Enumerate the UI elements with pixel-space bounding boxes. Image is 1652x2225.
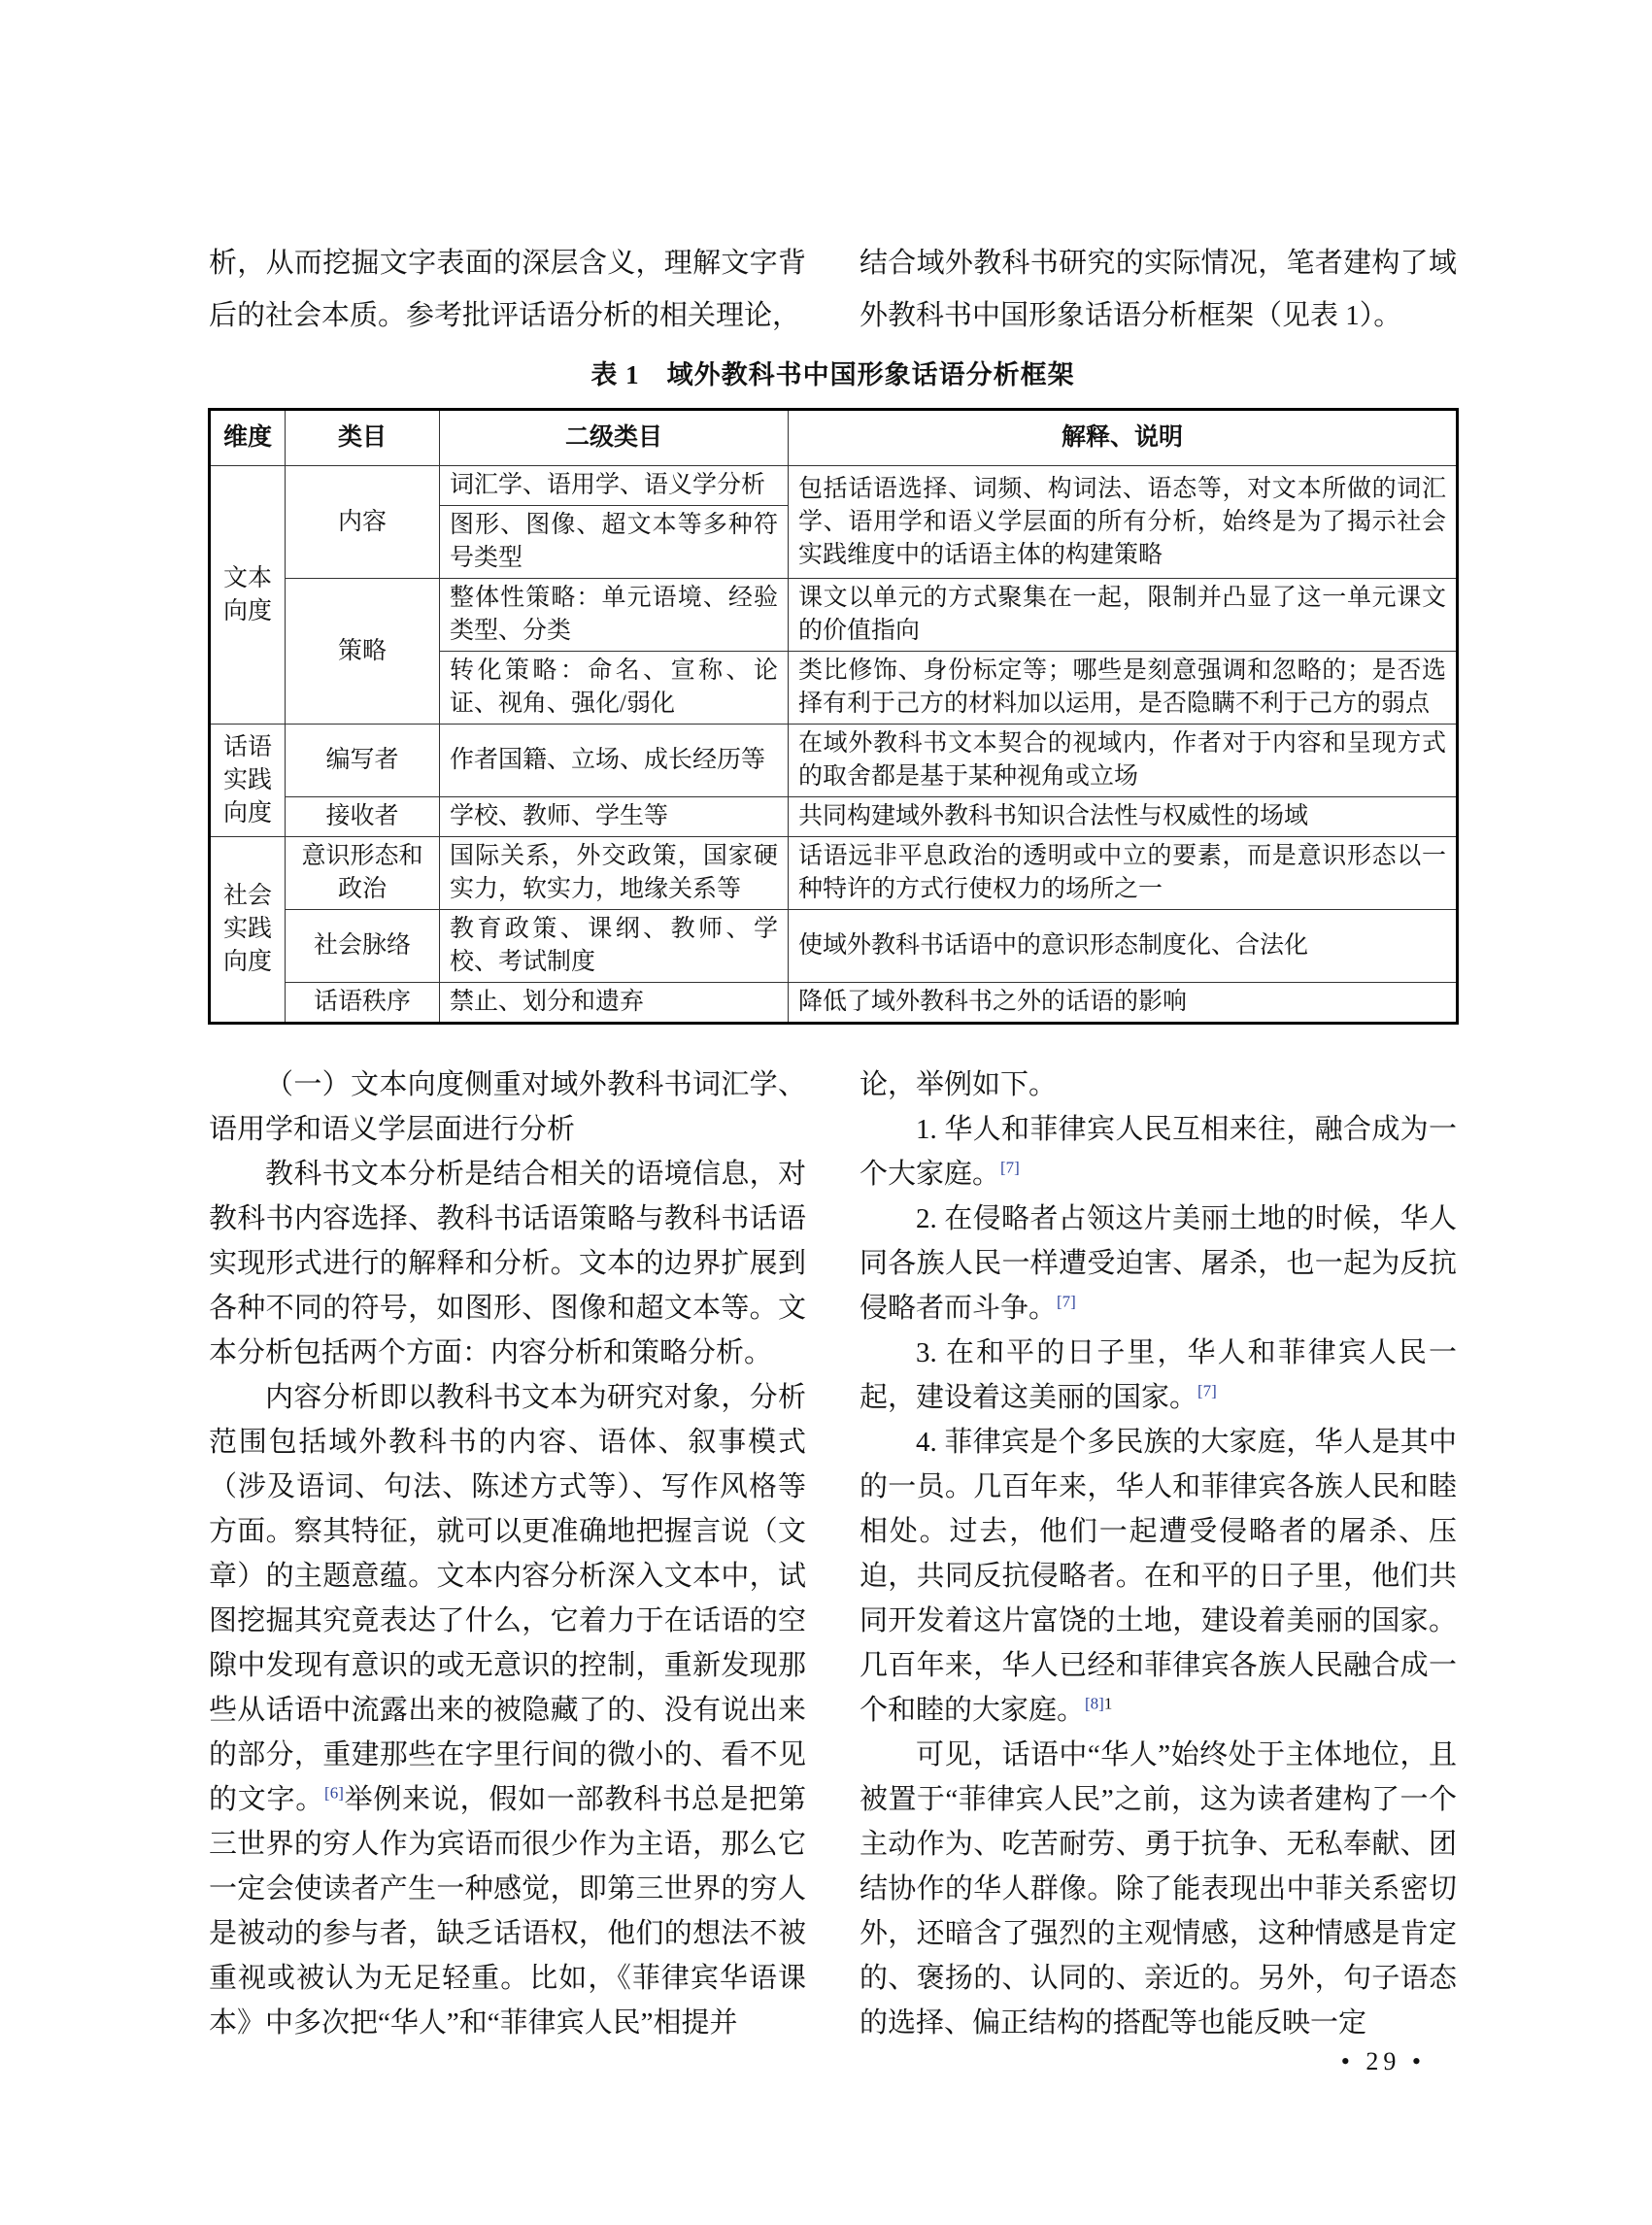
- secondary-category-cell: 禁止、划分和遗弃: [440, 983, 789, 1024]
- citation-ref[interactable]: [7]: [1197, 1381, 1217, 1400]
- dimension-cell: 文本向度: [210, 466, 286, 725]
- paragraph: 论，举例如下。: [860, 1069, 1058, 1100]
- table-row: [210, 797, 1458, 837]
- paragraph: 内容分析即以教科书文本为研究对象，分析范围包括域外教科书的内容、语体、叙事模式（涉及语词、句法、陈述方式等）、写作风格等方面。察其特征，就可以更准确地把握言说（文章）的主题意蕴。文本内容分析深入文本中，试图挖掘其究竟表达了什么，它着力于在话语的空隙中发现有意识的或无意识的控制，重新发现那些从话语中流露出来的被隐藏了的、没有说出来的部分，重建那些在字里行间的微小的、看不见的文字。[6]举例来说，假如一部教科书总是把第三世界的穷人作为宾语而很少作为主语，那么它一定会使读者产生一种感觉，即第三世界的穷人是被动的参与者，缺乏话语权，他们的想法不被重视或被认为无足轻重。比如，《菲律宾华语课本》中多次把“华人”和“菲律宾人民”相提并: [209, 1382, 806, 2039]
- column-header-secondary-category: 二级类目: [440, 410, 789, 466]
- example-3: 3. 在和平的日子里，华人和菲律宾人民一起，建设着这美丽的国家。[7]: [860, 1337, 1457, 1413]
- table-row: [210, 837, 1458, 910]
- category-cell: 意识形态和政治: [286, 837, 440, 910]
- explanation-cell: 类比修饰、身份标定等；哪些是刻意强调和忽略的；是否选择有利于己方的材料加以运用，是否隐瞒不利于己方的弱点: [789, 652, 1458, 725]
- explanation-cell: 使域外教科书话语中的意识形态制度化、合法化: [789, 910, 1458, 983]
- category-cell: 策略: [286, 579, 440, 725]
- table-row: [210, 725, 1458, 797]
- column-header-explanation: 解释、说明: [789, 410, 1458, 466]
- category-cell: 社会脉络: [286, 910, 440, 983]
- explanation-cell: 课文以单元的方式聚集在一起，限制并凸显了这一单元课文的价值指向: [789, 579, 1458, 652]
- column-header-category: 类目: [286, 410, 440, 466]
- table-caption: 表 1 域外教科书中国形象话语分析框架: [590, 360, 1075, 389]
- citation-ref[interactable]: [7]: [1057, 1292, 1076, 1311]
- paragraph: 教科书文本分析是结合相关的语境信息，对教科书内容选择、教科书话语策略与教科书话语实现形式进行的解释和分析。文本的边界扩展到各种不同的符号，如图形、图像和超文本等。文本分析包括两个方面：内容分析和策略分析。: [209, 1159, 806, 1368]
- explanation-cell: 在域外教科书文本契合的视域内，作者对于内容和呈现方式的取舍都是基于某种视角或立场: [789, 725, 1458, 797]
- intro-right-column: 结合域外教科书研究的实际情况，笔者建构了域外教科书中国形象话语分析框架（见表 1）。: [860, 248, 1457, 331]
- example-2: 2. 在侵略者占领这片美丽土地的时候，华人同各族人民一样遭受迫害、屠杀，也一起为反抗侵略者而斗争。[7]: [860, 1203, 1457, 1324]
- body-right-column: [860, 1062, 1457, 2045]
- citation-ref[interactable]: [6]: [324, 1783, 344, 1803]
- example-4: 4. 菲律宾是个多民族的大家庭，华人是其中的一员。几百年来，华人和菲律宾各族人民和睦相处。过去，他们一起遭受侵略者的屠杀、压迫，共同反抗侵略者。在和平的日子里，他们共同开发着这片富饶的土地，建设着美丽的国家。几百年来，华人已经和菲律宾各族人民融合成一个和睦的大家庭。$^{[8]1}$: [860, 1427, 1457, 1726]
- secondary-category-cell: 教育政策、课纲、教师、学校、考试制度: [440, 910, 789, 983]
- intro-left-column: 析，从而挖掘文字表面的深层含义，理解文字背后的社会本质。参考批评话语分析的相关理论，: [209, 248, 806, 331]
- secondary-category-cell: 图形、图像、超文本等多种符号类型: [440, 506, 789, 579]
- secondary-category-cell: 作者国籍、立场、成长经历等: [440, 725, 789, 797]
- intro-section: [209, 237, 1457, 342]
- footnote-marker: 1: [1103, 1694, 1113, 1713]
- category-cell: 话语秩序: [286, 983, 440, 1024]
- citation-ref[interactable]: [7]: [1000, 1158, 1020, 1177]
- paragraph: 可见，话语中“华人”始终处于主体地位，且被置于“菲律宾人民”之前，这为读者建构了一个主动作为、吃苦耐劳、勇于抗争、无私奉献、团结协作的华人群像。除了能表现出中菲关系密切外，还暗含了强烈的主观情感，这种情感是肯定的、褒扬的、认同的、亲近的。另外，句子语态的选择、偏正结构的搭配等也能反映一定: [860, 1739, 1457, 2039]
- body-section: [209, 1062, 1457, 2045]
- explanation-cell: 降低了域外教科书之外的话语的影响: [789, 983, 1458, 1024]
- secondary-category-cell: 整体性策略：单元语境、经验类型、分类: [440, 579, 789, 652]
- dimension-cell: 社会实践向度: [210, 837, 286, 1024]
- explanation-cell: 话语远非平息政治的透明或中立的要素，而是意识形态以一种特许的方式行使权力的场所之一: [789, 837, 1458, 910]
- body-left-column: [209, 1062, 806, 2045]
- analysis-framework-table: [208, 408, 1459, 1025]
- page-number: • 29 •: [1340, 2047, 1426, 2075]
- table-row: [210, 579, 1458, 652]
- secondary-category-cell: 词汇学、语用学、语义学分析: [440, 466, 789, 506]
- category-cell: 接收者: [286, 797, 440, 837]
- table-row: [210, 983, 1458, 1024]
- example-1: 1. 华人和菲律宾人民互相来往，融合成为一个大家庭。[7]: [860, 1114, 1457, 1190]
- category-cell: 内容: [286, 466, 440, 579]
- subheading-1: （一）文本向度侧重对域外教科书词汇学、语用学和语义学层面进行分析: [209, 1069, 806, 1145]
- table-row: [210, 466, 1458, 506]
- column-header-dimension: 维度: [210, 410, 286, 466]
- explanation-cell: 共同构建域外教科书知识合法性与权威性的场域: [789, 797, 1458, 837]
- table-row: [210, 910, 1458, 983]
- explanation-cell: 包括话语选择、词频、构词法、语态等，对文本所做的词汇学、语用学和语义学层面的所有分析，始终是为了揭示社会实践维度中的话语主体的构建策略: [789, 466, 1458, 579]
- dimension-cell: 话语实践向度: [210, 725, 286, 837]
- secondary-category-cell: 国际关系，外交政策，国家硬实力，软实力，地缘关系等: [440, 837, 789, 910]
- citation-ref[interactable]: [8]: [1085, 1694, 1104, 1713]
- category-cell: 编写者: [286, 725, 440, 797]
- table-header-row: [210, 410, 1458, 466]
- secondary-category-cell: 转化策略：命名、宣称、论证、视角、强化/弱化: [440, 652, 789, 725]
- secondary-category-cell: 学校、教师、学生等: [440, 797, 789, 837]
